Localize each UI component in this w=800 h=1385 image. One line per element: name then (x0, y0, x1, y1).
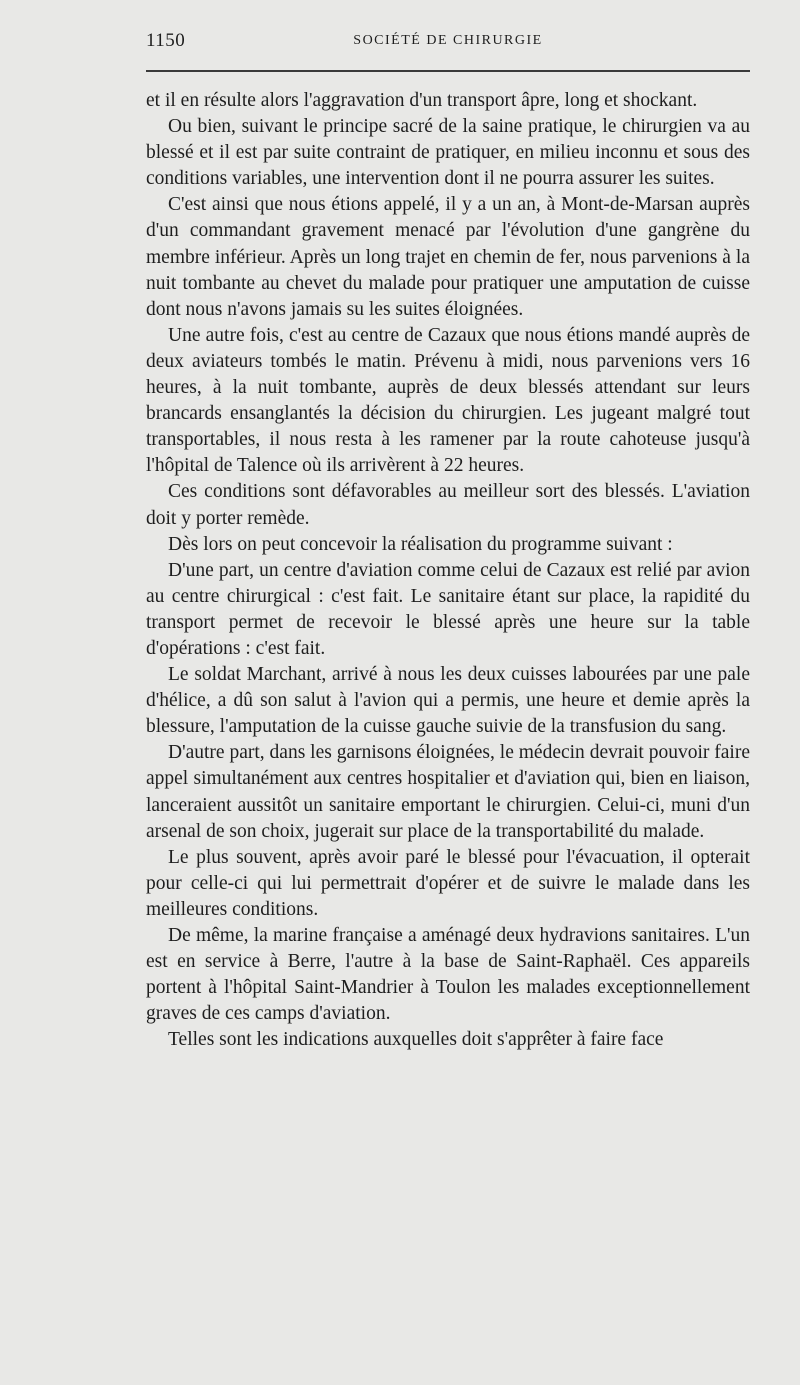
paragraph: Le soldat Marchant, arrivé à nous les deux cuisses labourées par une pale d'hélice, a dû son salut à l'avion qui a permis, une heure et demie après la blessure, l'amputation de la cuisse gauche suivie de la transfusion du sang. (146, 664, 750, 738)
paragraph: Une autre fois, c'est au centre de Cazaux que nous étions mandé auprès de deux aviateurs tombés le matin. Prévenu à midi, nous parvenions vers 16 heures, à la nuit tombante, auprès de deux blessés attendant sur leurs brancards ensanglantés la décision du chirurgien. Les jugeant malgré tout transportables, il nous resta à les ramener par la route cahoteuse jusqu'à l'hôpital de Talence où ils arrivèrent à 22 heures. (146, 324, 750, 477)
paragraph: Telles sont les indications auxquelles doit s'apprêter à faire face (168, 1029, 664, 1051)
page-header (146, 30, 750, 54)
paragraph: Le plus souvent, après avoir paré le blessé pour l'évacuation, il opterait pour celle-ci qui lui permettrait d'opérer et de suivre le malade dans les meilleures conditions. (146, 846, 750, 920)
paragraph: De même, la marine française a aménagé deux hydravions sanitaires. L'un est en service à Berre, l'autre à la base de Saint-Raphaël. Ces appareils portent à l'hôpital Saint-Mandrier à Toulon les malades exceptionnellement graves de ces camps d'aviation. (146, 925, 750, 1025)
header-rule (146, 70, 750, 72)
paragraph: C'est ainsi que nous étions appelé, il y a un an, à Mont-de-Marsan auprès d'un commandant gravement menacé par l'évolution d'une gangrène du membre inférieur. Après un long trajet en chemin de fer, nous parvenions à la nuit tombante au chevet du malade pour pratiquer une amputation de cuisse dont nous n'avons jamais su les suites éloignées. (146, 194, 750, 320)
paragraph: et il en résulte alors l'aggravation d'un transport âpre, long et shockant. (146, 90, 698, 111)
paragraph: Ces conditions sont défavorables au meilleur sort des blessés. L'aviation doit y porter remède. (146, 481, 750, 529)
paragraph: D'autre part, dans les garnisons éloignées, le médecin devrait pouvoir faire appel simultanément aux centres hospitalier et d'aviation qui, bien en liaison, lanceraient aussitôt un sanitaire emportant le chirurgien. Celui-ci, muni d'un arsenal de son choix, jugerait sur place de la transportabilité du malade. (146, 742, 750, 842)
paragraph: D'une part, un centre d'aviation comme celui de Cazaux est relié par avion au centre chirurgical : c'est fait. Le sanitaire étant sur place, la rapidité du transport permet de recevoir le blessé après une heure sur la table d'opérations : c'est fait. (146, 559, 750, 659)
page-number: 1150 (146, 30, 186, 51)
body-text (146, 88, 750, 1053)
paragraph: Ou bien, suivant le principe sacré de la saine pratique, le chirurgien va au blessé et il est par suite contraint de pratiquer, en milieu inconnu et sous des conditions variables, une intervention dont il ne pourra assurer les suites. (146, 116, 750, 190)
running-head: SOCIÉTÉ DE CHIRURGIE (353, 33, 543, 48)
paragraph: Dès lors on peut concevoir la réalisation du programme suivant : (168, 533, 673, 555)
